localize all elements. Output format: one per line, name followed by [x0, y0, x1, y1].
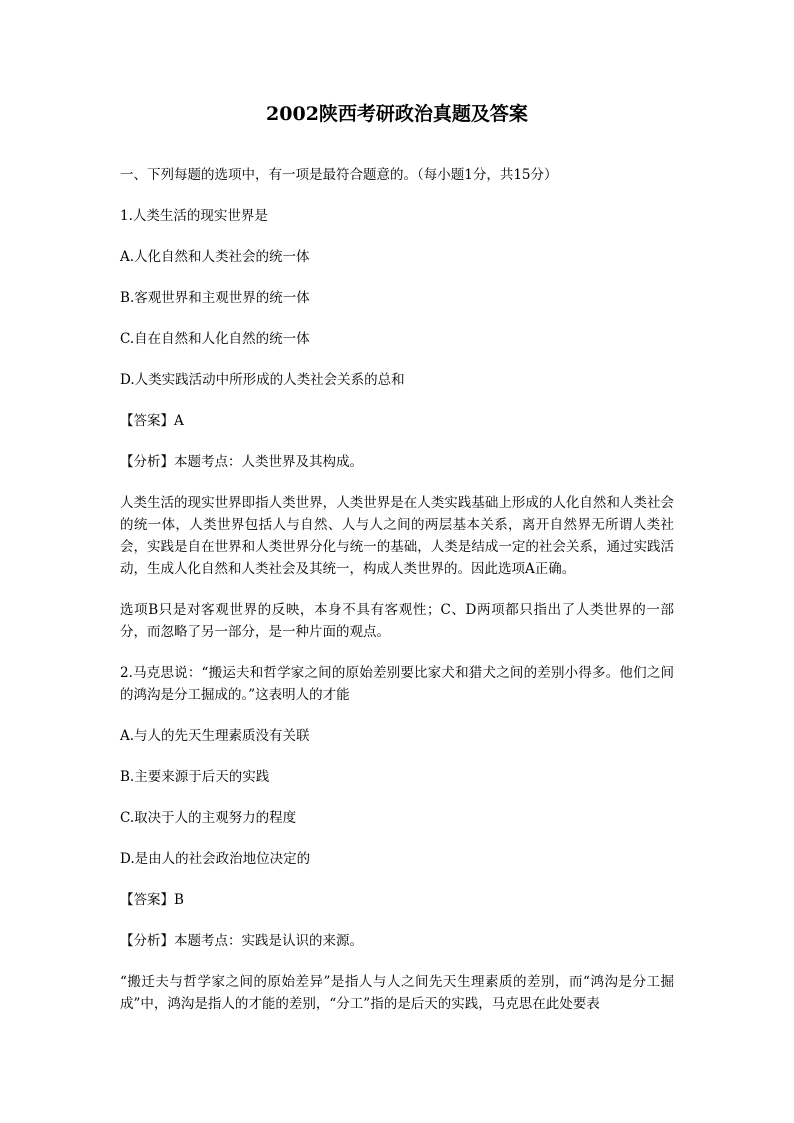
question-1-option-c: C.自在自然和人化自然的统一体 [120, 331, 310, 347]
question-2-stem: 2.马克思说：“搬运夫和哲学家之间的原始差别要比家犬和猎犬之间的差别小得多。他们之间的鸿沟是分工掘成的。”这表明人的才能 [120, 665, 674, 703]
section-heading: 一、下列每题的选项中，有一项是最符合题意的。（每小题1分，共15分） [120, 167, 558, 183]
question-1-explanation-1: 人类生活的现实世界即指人类世界，人类世界是在人类实践基础上形成的人化自然和人类社会的统一体，人类世界包括人与自然、人与人之间的两层基本关系，离开自然界无所谓人类社会，实践是自在世界和人类世界分化与统一的基础，人类是结成一定的社会关系，通过实践活动，生成人化自然和人类社会及其统一，构成人类世界的。因此选项A正确。 [120, 495, 674, 577]
question-1-stem: 1.人类生活的现实世界是 [120, 208, 268, 224]
question-2-analysis: 【分析】本题考点：实践是认识的来源。 [120, 933, 363, 949]
question-1-answer: 【答案】A [120, 413, 184, 429]
question-2-option-b: B.主要来源于后天的实践 [120, 769, 270, 785]
question-2-answer: 【答案】B [120, 892, 184, 908]
question-1-explanation-2: 选项B只是对客观世界的反映，本身不具有客观性；C、D两项都只指出了人类世界的一部分，而忽略了另一部分，是一种片面的观点。 [120, 602, 674, 640]
document-title: 2002陕西考研政治真题及答案 [266, 103, 528, 125]
question-2-option-a: A.与人的先天生理素质没有关联 [120, 728, 310, 744]
question-2-option-c: C.取决于人的主观努力的程度 [120, 810, 297, 826]
question-1-option-b: B.客观世界和主观世界的统一体 [120, 290, 310, 306]
question-2-option-d: D.是由人的社会政治地位决定的 [120, 851, 311, 867]
question-1-analysis: 【分析】本题考点：人类世界及其构成。 [120, 454, 363, 470]
question-1-option-a: A.人化自然和人类社会的统一体 [120, 249, 310, 265]
question-1-option-d: D.人类实践活动中所形成的人类社会关系的总和 [120, 372, 405, 388]
question-2-explanation-1: “搬迁夫与哲学家之间的原始差异”是指人与人之间先天生理素质的差别，而“鸿沟是分工掘成”中，鸿沟是指人的才能的差别，“分工”指的是后天的实践，马克思在此处要表 [120, 974, 674, 1012]
